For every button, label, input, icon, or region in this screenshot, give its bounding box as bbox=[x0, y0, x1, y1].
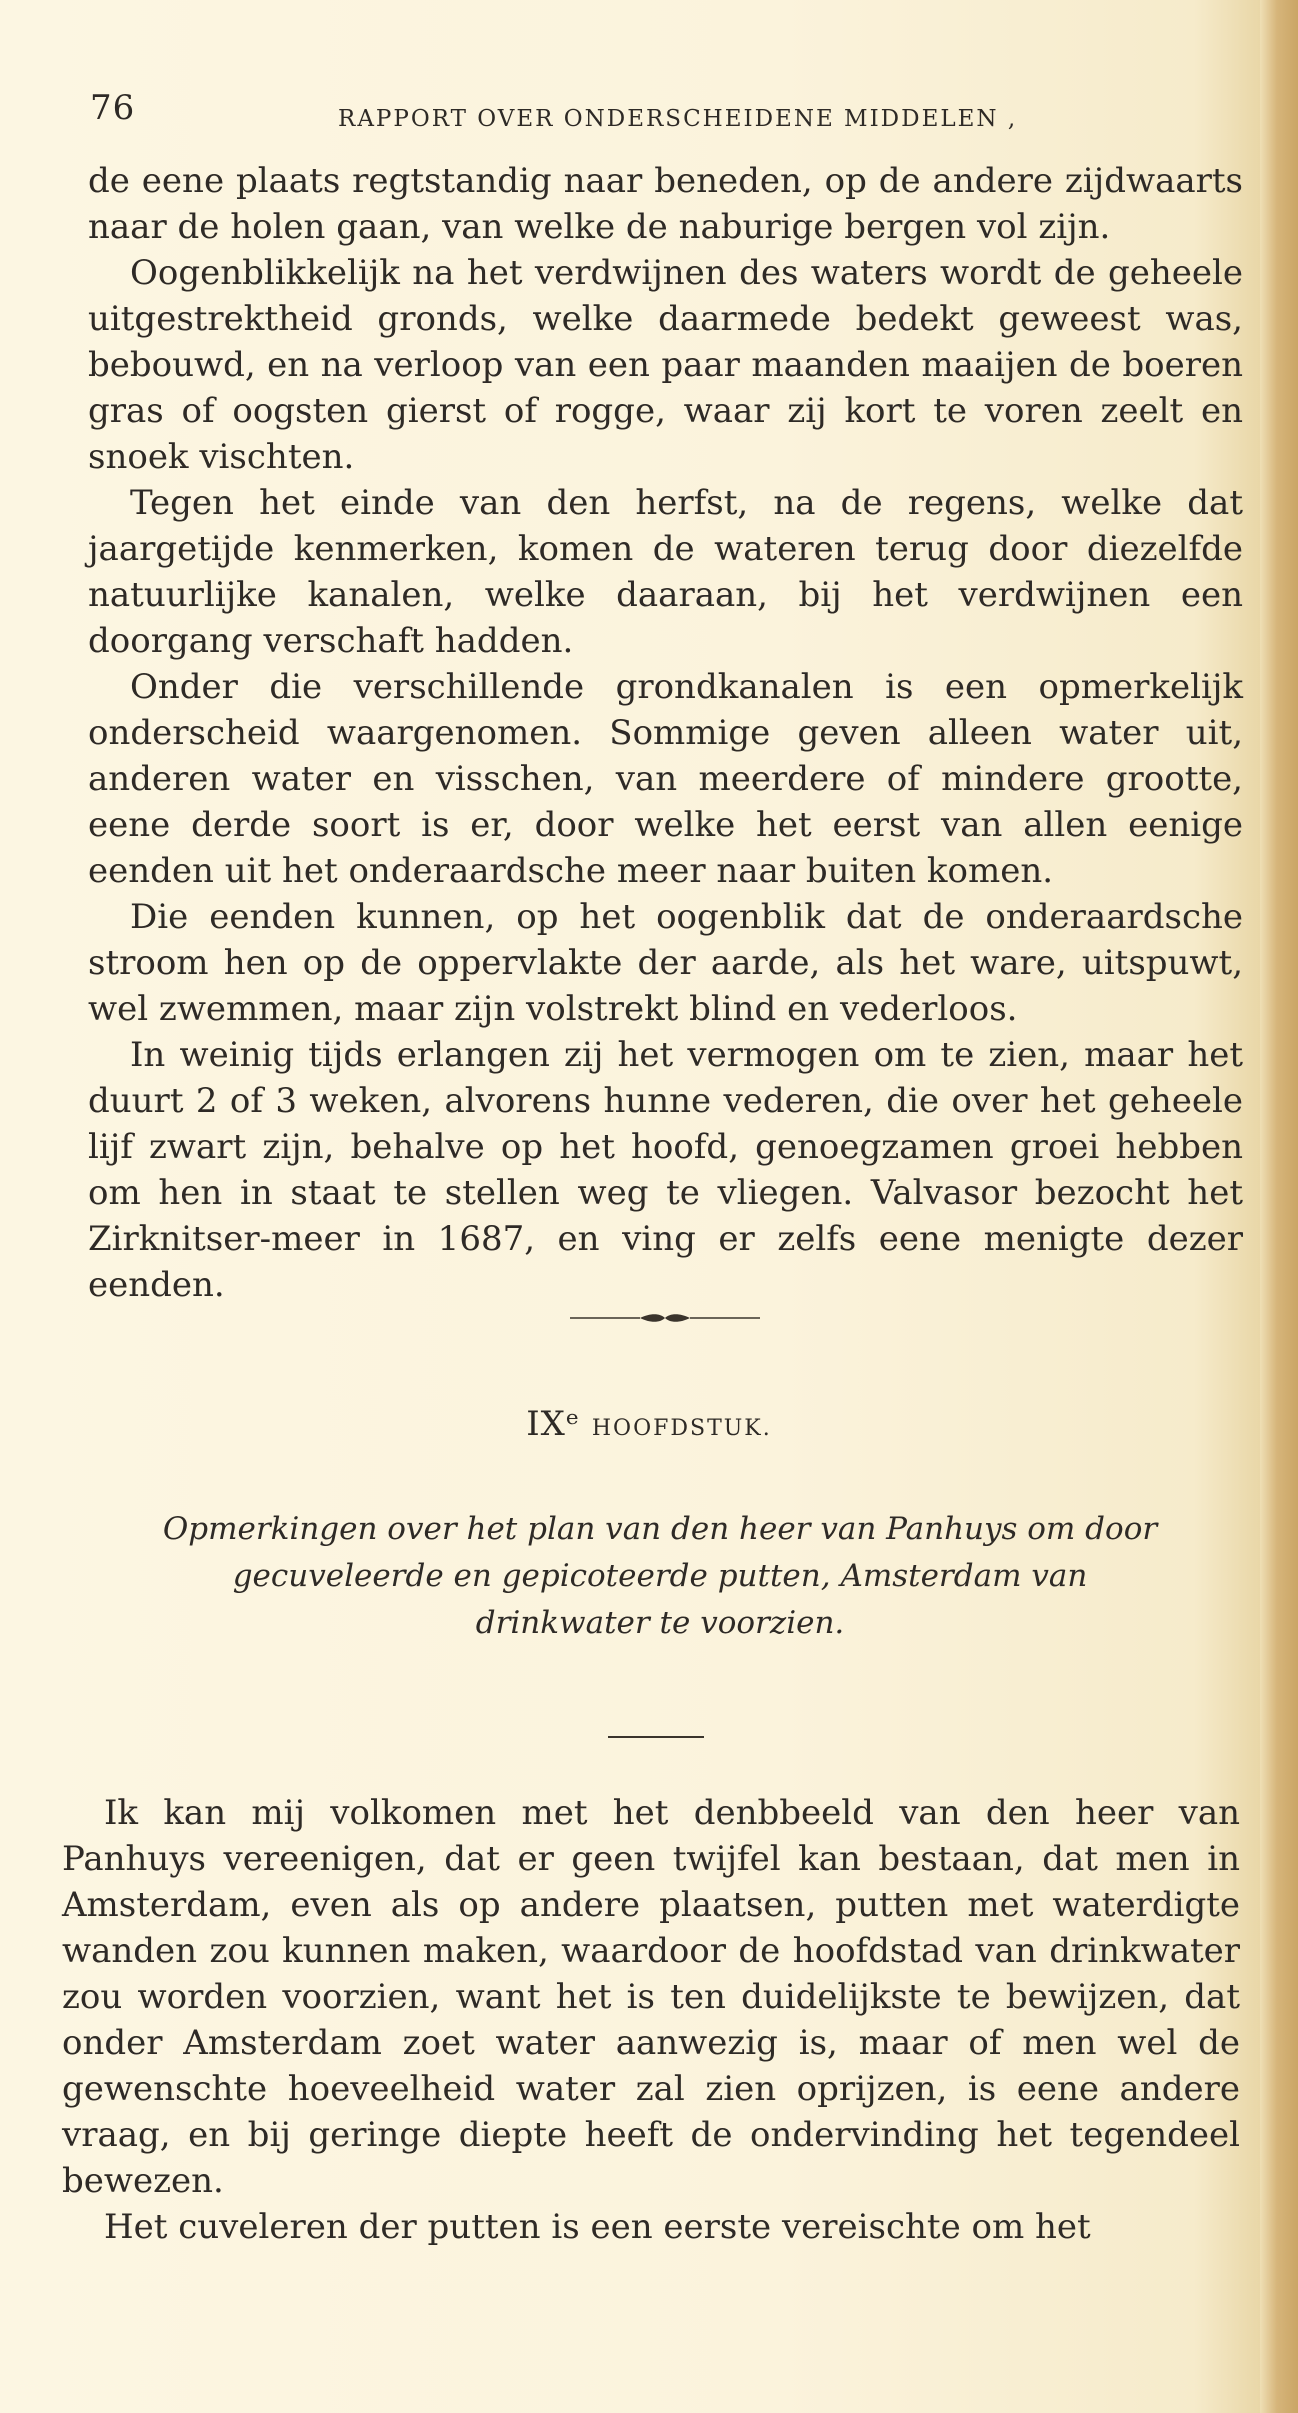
chapter-heading bbox=[0, 1404, 1298, 1444]
page-header bbox=[90, 88, 1240, 132]
subtitle-line: Opmerkingen over het plan van den heer van Panhuys om door bbox=[162, 1511, 1158, 1547]
text-block-bottom bbox=[62, 1790, 1240, 2250]
paragraph: Het cuveleren der putten is een eerste vereischte om het bbox=[104, 2207, 1091, 2247]
page-edge bbox=[1260, 0, 1298, 2413]
paragraph: Die eenden kunnen, op het oogenblik dat de onderaardsche stroom hen op de oppervlakte der aarde, als het ware, uitspuwt, wel zwemmen, maar zijn volstrekt blind en vederloos. bbox=[88, 897, 1243, 1029]
paragraph: Tegen het einde van den herfst, na de regens, welke dat jaargetijde kenmerken, komen de wateren terug door diezelfde natuurlijke kanalen, welke daaraan, bij het verdwijnen een doorgang verschaft hadden. bbox=[88, 483, 1243, 661]
chapter-subtitle bbox=[90, 1506, 1230, 1647]
subtitle-line: gecuveleerde en gepicoteerde putten, Amsterdam van bbox=[232, 1558, 1088, 1594]
paragraph: Oogenblikkelijk na het verdwijnen des waters wordt de geheele uitgestrektheid gronds, welke daarmede bedekt geweest was, bebouwd, en na verloop van een paar maanden maaijen de boeren gras of oogsten gierst of rogge, waar zij kort te voren zeelt en snoek vischten. bbox=[88, 253, 1243, 477]
running-head: RAPPORT OVER ONDERSCHEIDENE MIDDELEN , bbox=[338, 106, 1018, 132]
chapter-label: HOOFDSTUK. bbox=[591, 1416, 772, 1441]
page-number: 76 bbox=[90, 88, 136, 128]
text-block-top bbox=[88, 158, 1243, 1308]
chapter-number: IXᵉ bbox=[526, 1404, 581, 1444]
section-rule bbox=[608, 1736, 704, 1738]
paragraph: In weinig tijds erlangen zij het vermogen om te zien, maar het duurt 2 of 3 weken, alvorens hunne vederen, die over het geheele lijf zwart zijn, behalve op het hoofd, genoegzamen groei hebben om hen in staat te stellen weg te vliegen. Valvasor bezocht het Zirknitser-meer in 1687, en ving er zelfs eene menigte dezer eenden. bbox=[88, 1035, 1243, 1305]
paragraph: Onder die verschillende grondkanalen is een opmerkelijk onderscheid waargenomen. Sommige geven alleen water uit, anderen water en visschen, van meerdere of mindere grootte, eene derde soort is er, door welke het eerst van allen eenige eenden uit het onderaardsche meer naar buiten komen. bbox=[88, 667, 1243, 891]
paragraph: Ik kan mij volkomen met het denbbeeld van den heer van Panhuys vereenigen, dat er geen twijfel kan bestaan, dat men in Amsterdam, even als op andere plaatsen, putten met waterdigte wanden zou kunnen maken, waardoor de hoofdstad van drinkwater zou worden voorzien, want het is ten duidelijkste te bewijzen, dat onder Amsterdam zoet water aanwezig is, maar of men wel de gewenschte hoeveelheid water zal zien oprijzen, is eene andere vraag, en bij geringe diepte heeft de ondervinding het tegendeel bewezen. bbox=[62, 1793, 1240, 2201]
subtitle-line: drinkwater te voorzien. bbox=[475, 1605, 845, 1641]
ornament-divider bbox=[570, 1312, 760, 1324]
paragraph: de eene plaats regtstandig naar beneden, op de andere zijdwaarts naar de holen gaan, van welke de naburige bergen vol zijn. bbox=[88, 161, 1243, 247]
